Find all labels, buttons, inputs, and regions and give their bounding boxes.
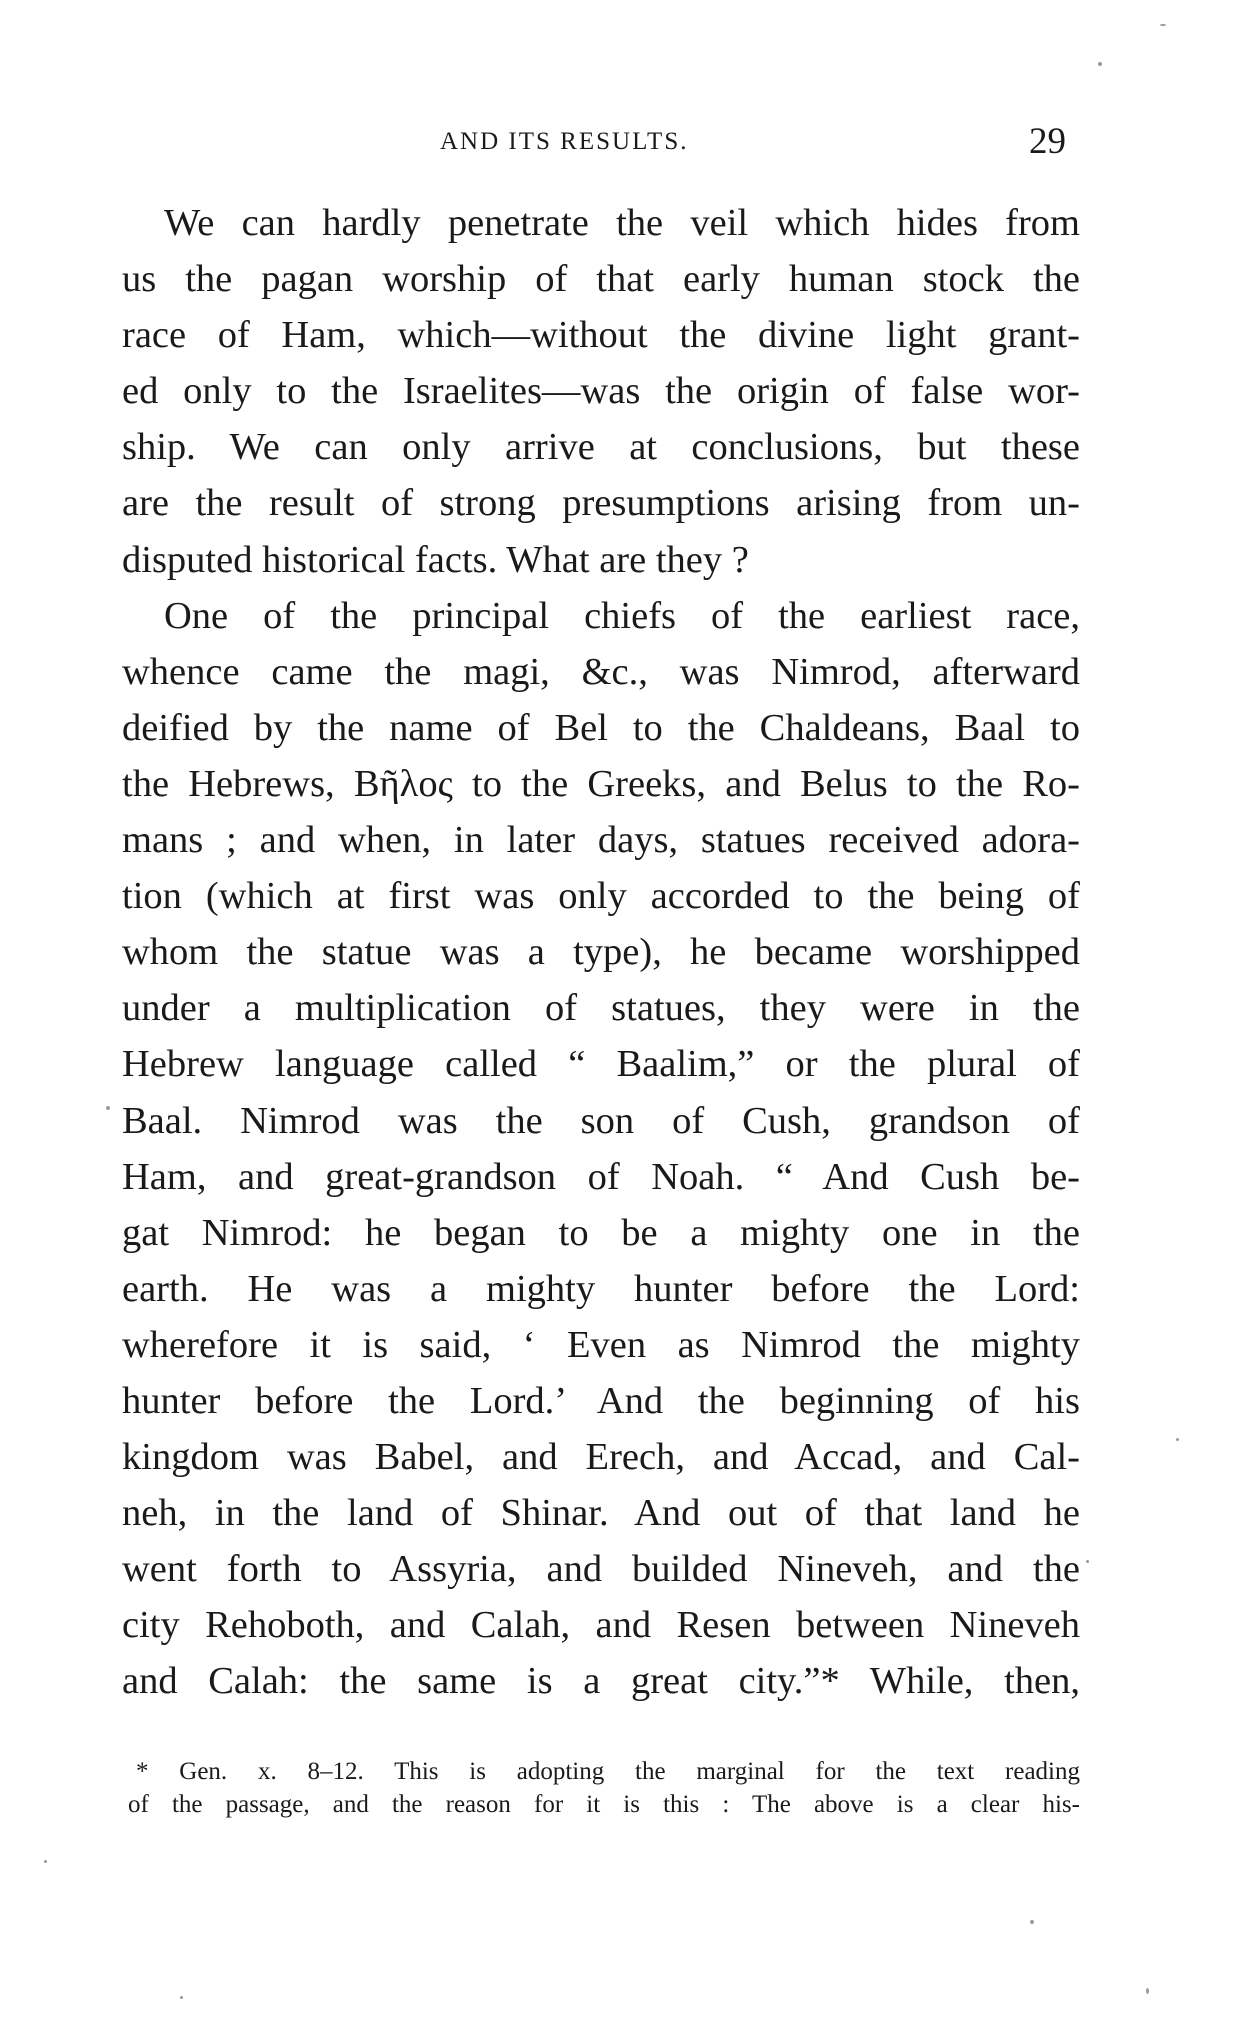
text-line: went forth to Assyria, and builded Nineveh, and the [122, 1548, 1080, 1591]
footnote [128, 1755, 1080, 1821]
text-line: hunter before the Lord.’ And the beginning of his [122, 1379, 1080, 1422]
text-line: under a multiplication of statues, they were in the [122, 987, 1080, 1030]
text-line: Ham, and great-grandson of Noah. “ And Cush be- [122, 1155, 1080, 1198]
text-line: We can hardly penetrate the veil which hides from [164, 202, 1080, 244]
paper-speck [106, 1106, 110, 1110]
paper-speck [44, 1860, 47, 1863]
text-line: are the result of strong presumptions arising from un- [122, 482, 1080, 525]
page-number: 29 [1029, 121, 1066, 162]
text-line: disputed historical facts. What are they ? [122, 538, 749, 581]
text-line: ship. We can only arrive at conclusions, but these [122, 426, 1080, 469]
text-line: deified by the name of Bel to the Chaldeans, Baal to [122, 706, 1080, 749]
footnote-line: * Gen. x. 8–12. This is adopting the marginal for the text reading [136, 1758, 1080, 1785]
text-line: neh, in the land of Shinar. And out of that land he [122, 1492, 1080, 1535]
text-line: wherefore it is said, ‘ Even as Nimrod the mighty [122, 1323, 1080, 1366]
text-line: the Hebrews, Βῆλος to the Greeks, and Belus to the Ro- [122, 762, 1080, 805]
paper-speck [1146, 1988, 1149, 1994]
running-head [0, 121, 1259, 164]
paper-speck [1160, 24, 1166, 26]
text-line: kingdom was Babel, and Erech, and Accad, and Cal- [122, 1436, 1080, 1479]
text-line: Baal. Nimrod was the son of Cush, grandson of [122, 1099, 1080, 1142]
text-line: mans ; and when, in later days, statues received adora- [122, 819, 1080, 862]
text-line: earth. He was a mighty hunter before the Lord: [122, 1267, 1080, 1310]
text-line: ed only to the Israelites—was the origin of false wor- [122, 370, 1080, 413]
footnote-line: of the passage, and the reason for it is this : The above is a clear his- [128, 1791, 1080, 1818]
text-line: Hebrew language called “ Baalim,” or the plural of [122, 1043, 1080, 1086]
text-line: whom the statue was a type), he became worshipped [122, 931, 1080, 974]
paper-speck [1176, 1438, 1179, 1441]
text-line: and Calah: the same is a great city.”* While, then, [122, 1660, 1080, 1703]
paper-speck [1030, 1920, 1034, 1924]
text-line: tion (which at first was only accorded to the being of [122, 875, 1080, 918]
text-line: race of Ham, which—without the divine light grant- [122, 314, 1080, 357]
text-line: us the pagan worship of that early human stock the [122, 258, 1080, 301]
text-line: gat Nimrod: he began to be a mighty one in the [122, 1211, 1080, 1254]
text-line: whence came the magi, &c., was Nimrod, afterward [122, 650, 1080, 693]
running-title: AND ITS RESULTS. [440, 128, 689, 155]
text-line: One of the principal chiefs of the earliest race, [164, 594, 1080, 637]
body-text [122, 195, 1080, 1710]
paper-speck [180, 1996, 183, 1999]
paper-speck [1098, 62, 1102, 66]
paper-speck [1086, 1560, 1089, 1563]
text-line: city Rehoboth, and Calah, and Resen between Nineveh [122, 1604, 1080, 1647]
